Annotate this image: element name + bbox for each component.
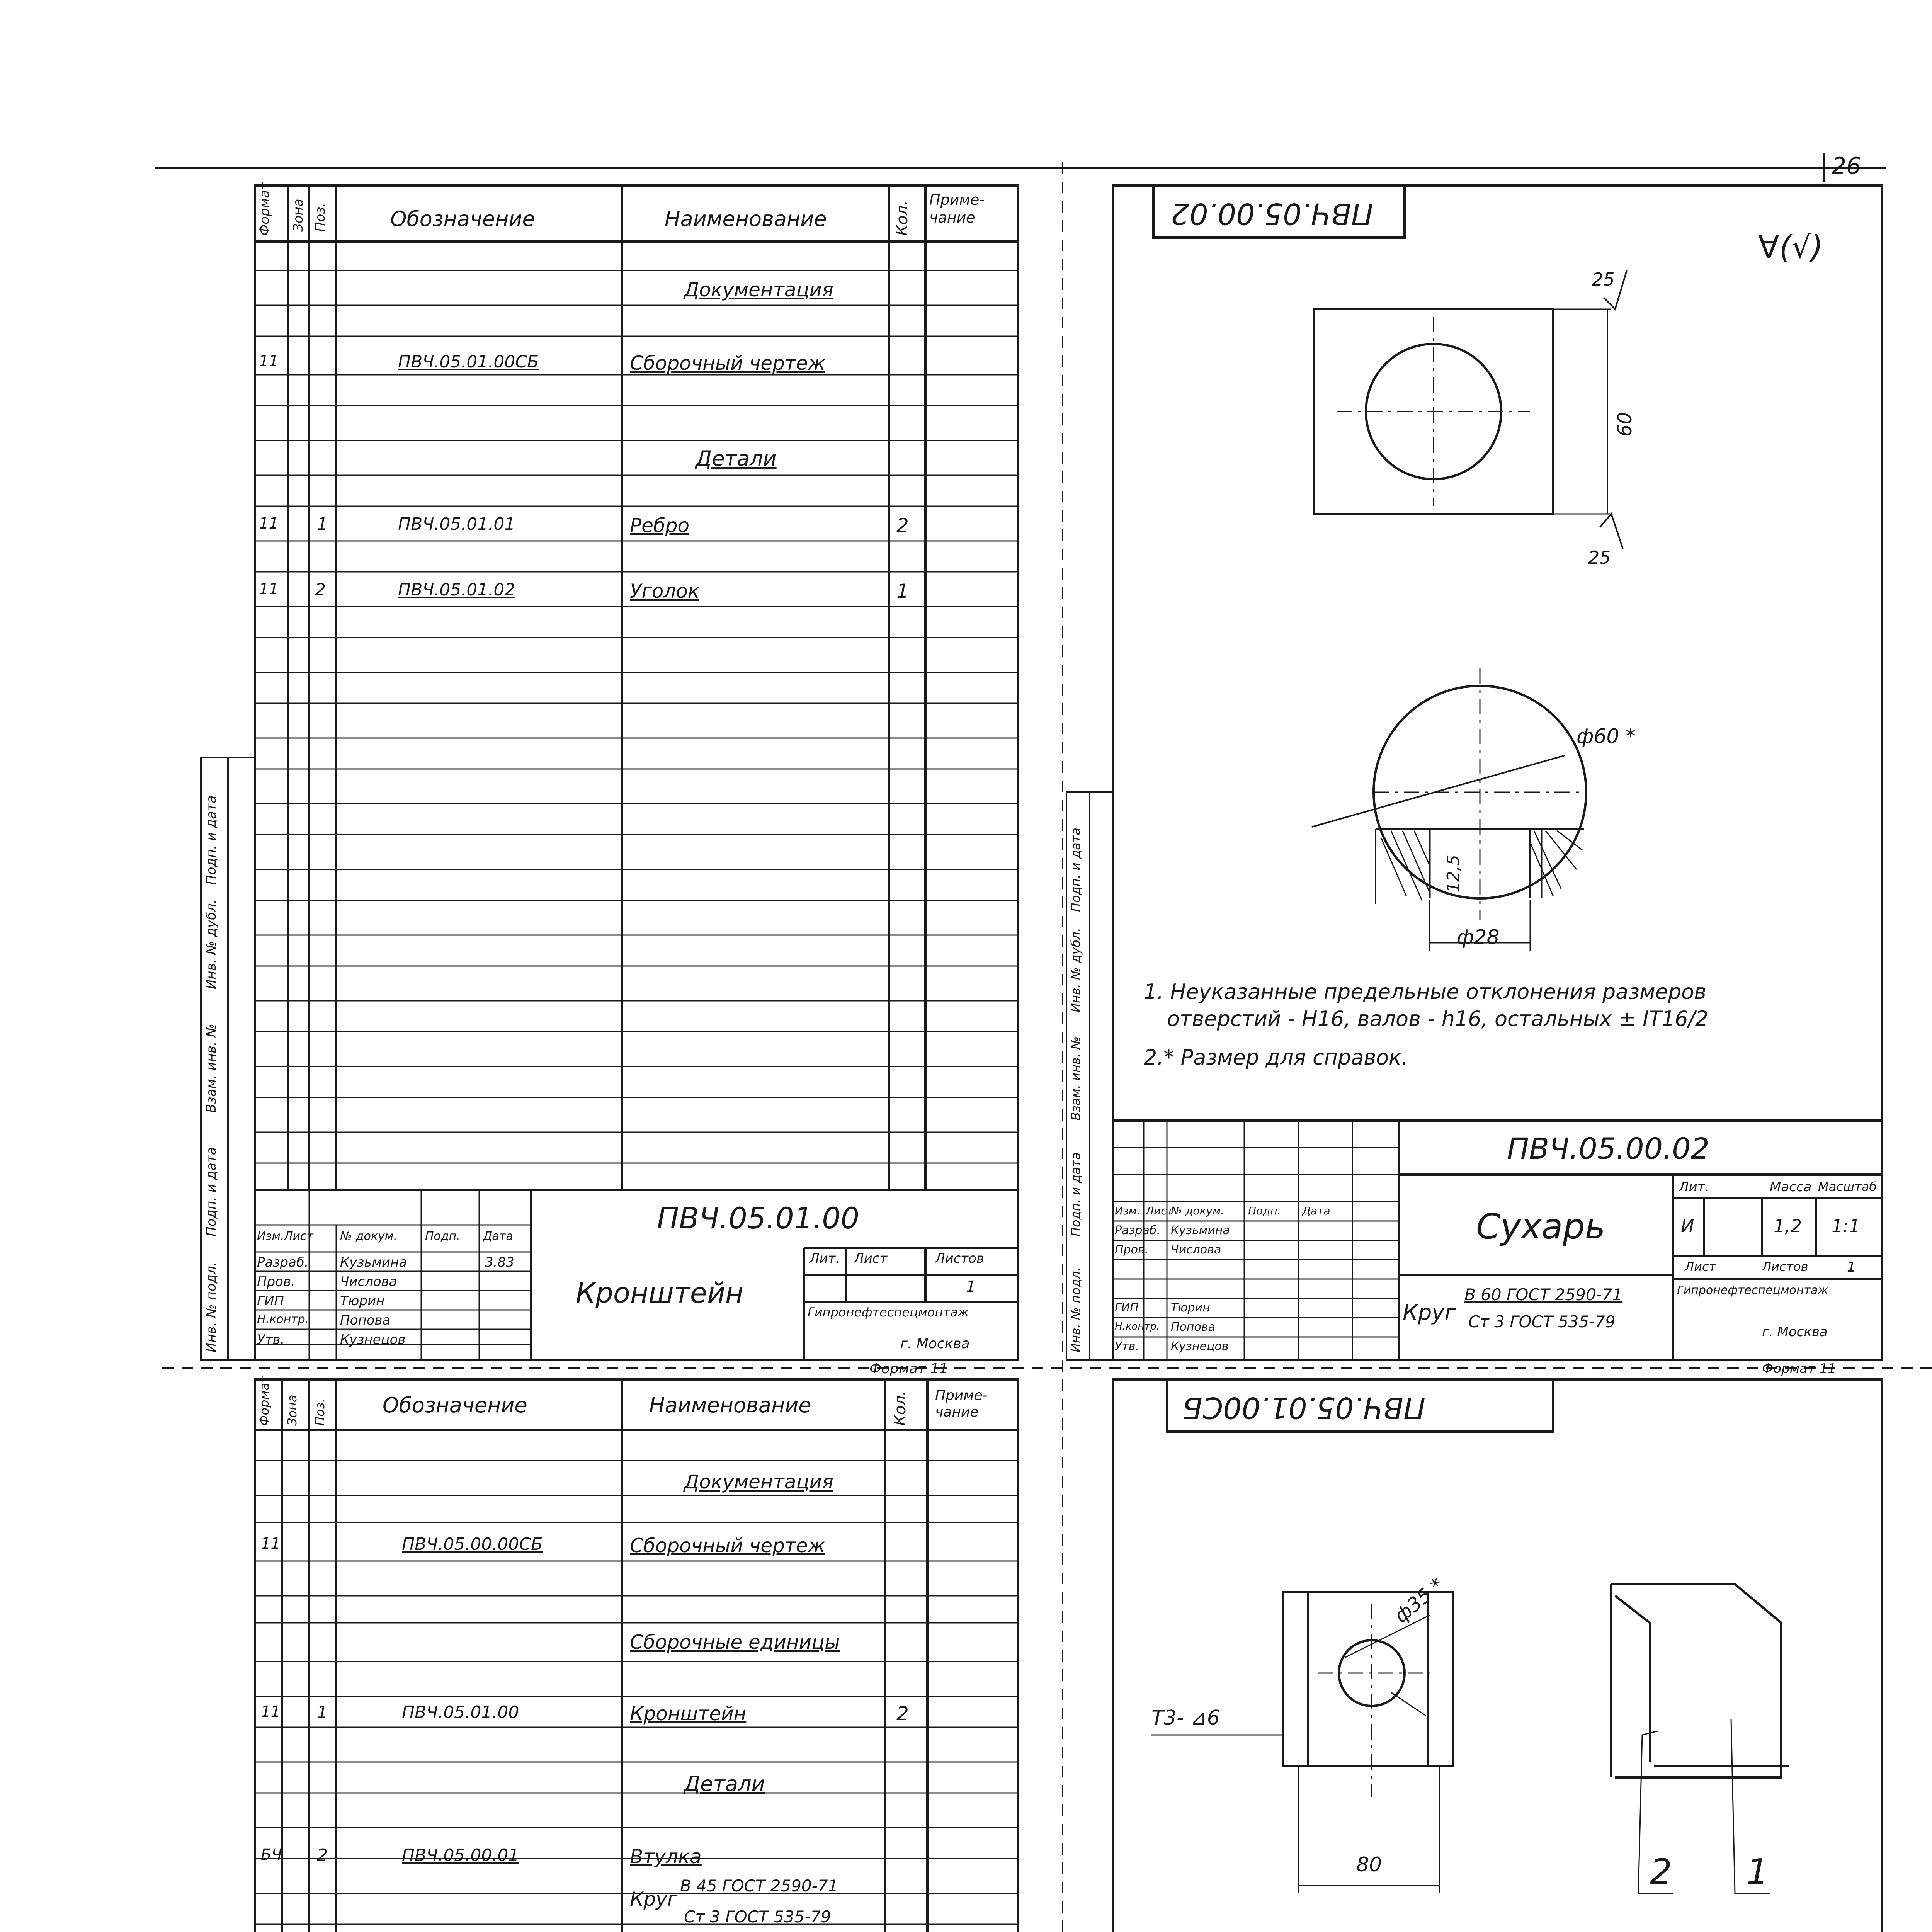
tr-rough-top: 25	[1592, 269, 1615, 290]
tr-stamp-name-1: Кузьмина	[1171, 1224, 1230, 1237]
tl-row2-qty: 1	[896, 580, 909, 602]
bl-bush-material-label: Круг	[630, 1888, 678, 1910]
bl-header-designation: Обозначение	[383, 1393, 527, 1417]
tr-lit: И	[1681, 1216, 1694, 1236]
side-label-tl-3: Взам. инв. №	[204, 1024, 219, 1113]
bl-unit-qty: 2	[896, 1702, 909, 1725]
tr-lit-label: Лит.	[1679, 1179, 1709, 1195]
br-leader-2: 2	[1650, 1852, 1672, 1892]
br-dim-diameter: ф35 *	[1390, 1573, 1448, 1628]
tr-city: г. Москва	[1762, 1324, 1828, 1340]
tl-row1-pos: 1	[317, 514, 328, 534]
bl-bush-name: Втулка	[630, 1845, 702, 1868]
tr-sheet-count: 1	[1847, 1259, 1856, 1275]
tl-row1-format: 11	[259, 515, 279, 532]
tr-stamp-role-1: Разраб.	[1115, 1224, 1160, 1237]
tl-stamp-date: Дата	[483, 1230, 513, 1243]
tl-stamp-list: Лист	[284, 1230, 314, 1243]
bl-assembly-name: Сборочный чертеж	[630, 1534, 825, 1557]
side-label-tl-1: Инв. № подл.	[204, 1262, 219, 1352]
tl-header-zone: Зона	[291, 199, 306, 232]
bl-header-pos: Поз.	[313, 1398, 327, 1426]
bl-unit-designation: ПВЧ.05.01.00	[402, 1702, 519, 1722]
tl-stamp-name-3: Тюрин	[340, 1293, 385, 1309]
tl-header-designation: Обозначение	[390, 207, 535, 231]
tr-stamp-date: Дата	[1302, 1204, 1330, 1217]
tl-assembly-format: 11	[259, 352, 279, 370]
tr-sheet-label: Лист	[1685, 1259, 1716, 1274]
bl-assembly-designation: ПВЧ.05.00.00СБ	[402, 1534, 543, 1554]
tr-mass: 1,2	[1774, 1216, 1802, 1236]
tl-lit-label: Лит.	[810, 1251, 840, 1266]
tr-stamp-name-5: Кузнецов	[1171, 1340, 1229, 1353]
tl-row2-pos: 2	[315, 580, 326, 600]
tr-stamp-list: Лист	[1146, 1204, 1173, 1217]
tl-title-name: Кронштейн	[576, 1277, 743, 1309]
side-label-tr-1: Инв. № подл.	[1068, 1267, 1083, 1352]
tl-row2-format: 11	[259, 580, 279, 598]
tr-scale-label: Масштаб	[1818, 1179, 1877, 1194]
tl-header-note: Приме-чание	[929, 191, 985, 226]
tl-section-docs: Документация	[684, 279, 833, 301]
tr-stamp-role-2: Пров.	[1115, 1243, 1149, 1257]
side-label-tr-2: Подп. и дата	[1068, 1152, 1083, 1236]
tr-material-label: Круг	[1403, 1300, 1456, 1325]
tl-sheets-label: Листов	[935, 1251, 985, 1266]
side-label-tr-5: Подп. и дата	[1068, 828, 1083, 912]
tl-stamp-role-1: Разраб.	[257, 1255, 309, 1270]
bl-bush-material-bottom: Ст 3 ГОСТ 535-79	[684, 1907, 831, 1926]
tr-stamp-role-3: ГИП	[1115, 1301, 1139, 1315]
side-label-tr-4: Инв. № дубл.	[1068, 928, 1083, 1012]
bl-bush-designation: ПВЧ.05.00.01	[402, 1845, 519, 1865]
tr-stamp-role-4: Н.контр.	[1115, 1321, 1160, 1332]
side-label-tl-4: Инв. № дубл.	[204, 899, 219, 989]
tr-format: Формат 11	[1762, 1361, 1837, 1376]
tl-title-code: ПВЧ.05.01.00	[657, 1201, 859, 1235]
bl-unit-name: Кронштейн	[630, 1702, 747, 1725]
tl-header-qty: Кол.	[893, 200, 911, 236]
side-label-tl-5: Подп. и дата	[204, 795, 219, 885]
tr-dim-hole: ф28	[1457, 926, 1500, 949]
tl-stamp-role-2: Пров.	[257, 1274, 295, 1289]
bl-header-name: Наименование	[649, 1393, 811, 1417]
tr-stamp-sign: Подп.	[1248, 1204, 1281, 1217]
tr-dim-depth: 12,5	[1444, 855, 1463, 893]
br-mirrored-code: ПВЧ.05.01.00СБ	[1182, 1391, 1426, 1425]
tl-stamp-name-2: Числова	[340, 1274, 397, 1289]
tl-stamp-izm: Изм.	[257, 1230, 284, 1243]
tl-org: Гипронефтеспецмонтаж	[808, 1305, 969, 1320]
bl-section-docs: Документация	[684, 1471, 833, 1493]
tl-stamp-role-3: ГИП	[257, 1293, 284, 1309]
tr-title-code: ПВЧ.05.00.02	[1507, 1131, 1709, 1166]
surface-mark: ∀(√)	[1758, 229, 1823, 265]
tr-dim-height: 60	[1614, 412, 1636, 437]
tr-org: Гипронефтеспецмонтаж	[1677, 1284, 1828, 1297]
tl-city: г. Москва	[900, 1336, 970, 1352]
tl-row1-qty: 2	[896, 514, 909, 537]
tl-row2-name: Уголок	[630, 580, 700, 602]
tr-stamp-role-5: Утв.	[1115, 1340, 1139, 1353]
tr-mass-label: Масса	[1770, 1179, 1812, 1195]
br-dim-width: 80	[1356, 1853, 1382, 1876]
bl-section-parts: Детали	[684, 1772, 765, 1796]
bl-assembly-format: 11	[261, 1535, 281, 1553]
tr-stamp-name-3: Тюрин	[1171, 1301, 1210, 1315]
tr-scale: 1:1	[1832, 1216, 1861, 1236]
tr-note-2: отверстий - Н16, валов - h16, остальных ± IT16/2	[1167, 1007, 1709, 1031]
bl-header-zone: Зона	[285, 1395, 299, 1426]
tl-sheet-count: 1	[966, 1278, 976, 1296]
tl-header-pos: Поз.	[313, 202, 328, 232]
tl-row2-designation: ПВЧ.05.01.02	[398, 580, 515, 600]
tl-section-parts: Детали	[696, 446, 777, 471]
tr-stamp-name-2: Числова	[1171, 1243, 1221, 1257]
bl-section-units: Сборочные единицы	[630, 1631, 840, 1653]
tr-rough-bottom: 25	[1588, 547, 1611, 568]
br-leader-1: 1	[1747, 1852, 1769, 1892]
tr-material-top: В 60 ГОСТ 2590-71	[1464, 1285, 1623, 1304]
br-dim-weld: Т3- ⊿6	[1151, 1706, 1220, 1730]
tr-stamp-doc: № докум.	[1171, 1204, 1225, 1217]
tl-assembly-name: Сборочный чертеж	[630, 352, 825, 374]
tr-stamp-name-4: Попова	[1171, 1320, 1215, 1334]
tr-note-1: 1. Неуказанные предельные отклонения размеров	[1144, 980, 1707, 1004]
tl-stamp-name-1: Кузьмина	[340, 1255, 407, 1270]
tr-dim-diameter: ф60 *	[1577, 725, 1636, 748]
tl-stamp-doc: № докум.	[340, 1230, 397, 1243]
tl-stamp-sign: Подп.	[425, 1230, 460, 1243]
tl-format: Формат 11	[869, 1361, 948, 1377]
tl-sheet-label: Лист	[854, 1251, 888, 1266]
sukhar-plan-view	[1314, 270, 1627, 549]
tl-row1-name: Ребро	[630, 514, 690, 537]
tl-stamp-name-4: Попова	[340, 1313, 391, 1328]
bl-header-format: Формат	[257, 1376, 272, 1426]
page-number: 26	[1832, 153, 1861, 180]
bl-header-note: Приме-чание	[935, 1388, 988, 1420]
tl-assembly-designation: ПВЧ.05.01.00СБ	[398, 352, 539, 372]
tl-stamp-role-5: Утв.	[257, 1332, 285, 1347]
bl-bush-format: БЧ	[261, 1846, 282, 1864]
tr-stamp-izm: Изм.	[1115, 1204, 1140, 1217]
tl-stamp-date-1: 3.83	[485, 1255, 514, 1270]
tr-title-name: Сухарь	[1476, 1206, 1605, 1247]
tr-note-3: 2.* Размер для справок.	[1144, 1045, 1408, 1070]
side-label-tl-2: Подп. и дата	[204, 1147, 219, 1236]
bl-unit-format: 11	[261, 1703, 281, 1721]
tl-header-name: Наименование	[665, 207, 827, 231]
bl-bush-material-top: В 45 ГОСТ 2590-71	[680, 1876, 838, 1895]
tr-sheets-label: Листов	[1762, 1259, 1808, 1274]
tr-material-bottom: Ст 3 ГОСТ 535-79	[1468, 1312, 1616, 1331]
side-label-tr-3: Взам. инв. №	[1068, 1036, 1083, 1121]
bl-bush-pos: 2	[317, 1845, 328, 1865]
bracket-assembly-view	[1151, 1584, 1789, 1893]
tl-header-format: Формат	[257, 182, 272, 236]
sukhar-section-view	[1312, 668, 1586, 951]
bl-unit-pos: 1	[317, 1702, 328, 1722]
tl-stamp-role-4: Н.контр.	[257, 1313, 309, 1326]
tr-mirrored-code: ПВЧ.05.00.02	[1171, 197, 1373, 231]
tl-stamp-name-5: Кузнецов	[340, 1332, 406, 1347]
bl-header-qty: Кол.	[891, 1390, 909, 1426]
tl-row1-designation: ПВЧ.05.01.01	[398, 514, 515, 534]
